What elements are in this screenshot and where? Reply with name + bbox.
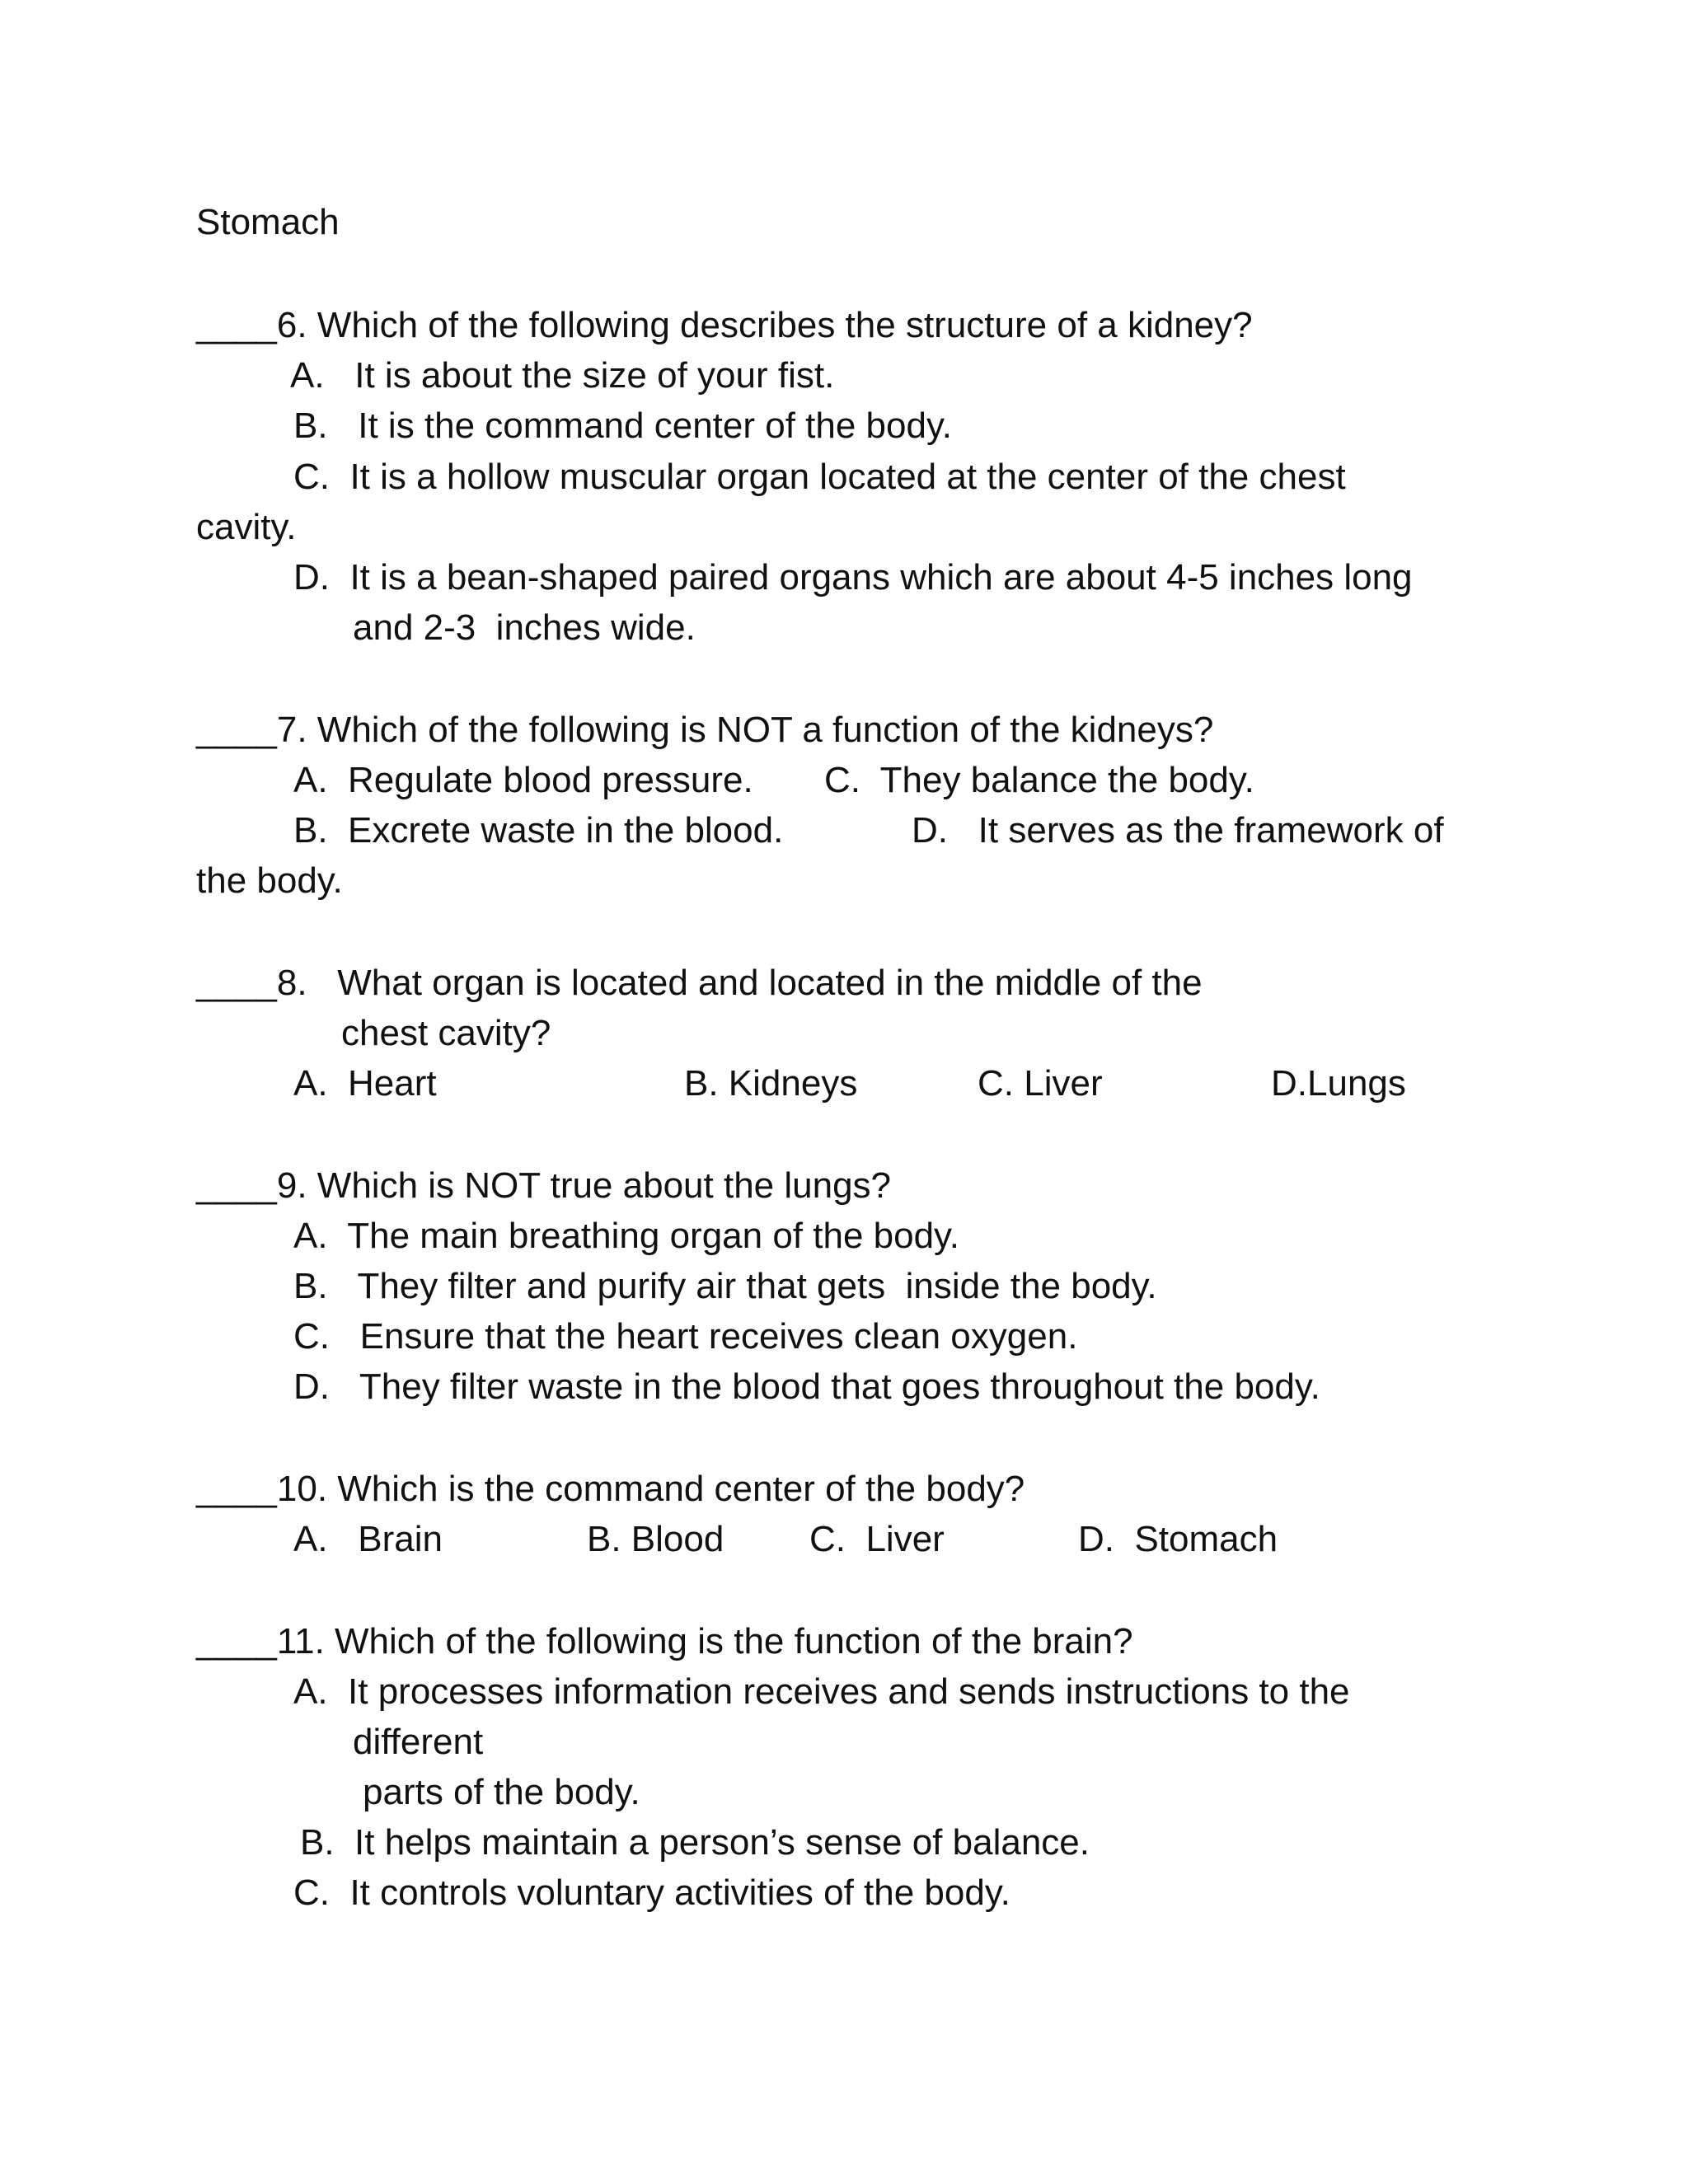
option-a: A. Brain [293, 1519, 443, 1559]
answer-blank: ____ [196, 710, 277, 750]
option-b: B. Excrete waste in the blood. [293, 810, 784, 851]
answer-blank: ____ [196, 1621, 277, 1661]
option-c: C. It controls voluntary activities of the body. [293, 1872, 1010, 1913]
option-d-continuation: and 2-3 inches wide. [353, 607, 696, 648]
option-d: D. Stomach [1078, 1519, 1278, 1559]
question-text: 9. Which is NOT true about the lungs? [276, 1165, 892, 1206]
option-a-continuation: parts of the body. [363, 1772, 640, 1812]
option-d: D. It serves as the framework of [912, 810, 1444, 851]
answer-blank: ____ [196, 305, 277, 345]
question-10-stem [196, 1468, 1025, 1511]
option-c: C. They balance the body. [824, 760, 1254, 800]
option-b: B. It is the command center of the body. [293, 405, 952, 446]
option-a-continuation: different [353, 1722, 484, 1762]
question-text: 11. Which of the following is the function of the brain? [276, 1621, 1133, 1661]
option-c: C. Ensure that the heart receives clean oxygen. [293, 1316, 1078, 1357]
page-heading: Stomach [196, 202, 340, 242]
option-c: C. Liver [978, 1063, 1103, 1104]
question-9-stem [196, 1165, 891, 1207]
option-a: A. Heart [293, 1063, 437, 1104]
option-a: A. The main breathing organ of the body. [293, 1216, 960, 1256]
option-a: A. It processes information receives and sends instructions to the [293, 1671, 1350, 1712]
question-text: 7. Which of the following is NOT a function of the kidneys? [276, 710, 1214, 750]
answer-blank: ____ [196, 1165, 277, 1206]
option-c-continuation: cavity. [196, 507, 297, 547]
question-text: 8. What organ is located and located in the middle of the [276, 963, 1203, 1003]
option-b: B. Blood [587, 1519, 724, 1559]
option-d-continuation: the body. [196, 860, 343, 901]
option-b: B. They filter and purify air that gets inside the body. [293, 1266, 1157, 1306]
option-a: A. It is about the size of your fist. [290, 355, 835, 396]
option-a: A. Regulate blood pressure. [293, 760, 753, 800]
option-d: D.Lungs [1271, 1063, 1406, 1104]
option-b: B. Kidneys [684, 1063, 858, 1104]
option-c: C. Liver [809, 1519, 945, 1559]
answer-blank: ____ [196, 963, 277, 1003]
question-text: 6. Which of the following describes the structure of a kidney? [276, 305, 1253, 345]
question-7-stem [196, 709, 1213, 752]
option-d: D. It is a bean-shaped paired organs which are about 4-5 inches long [293, 557, 1413, 598]
question-text: 10. Which is the command center of the body? [276, 1469, 1025, 1509]
question-8-stem-continuation: chest cavity? [341, 1013, 551, 1053]
option-c: C. It is a hollow muscular organ located at the center of the chest [293, 457, 1346, 497]
question-6-stem [196, 304, 1253, 347]
option-b: B. It helps maintain a person’s sense of balance. [300, 1822, 1090, 1863]
answer-blank: ____ [196, 1469, 277, 1509]
question-11-stem [196, 1620, 1133, 1663]
question-8-stem [196, 962, 1203, 1005]
option-d: D. They filter waste in the blood that goes throughout the body. [293, 1366, 1320, 1407]
